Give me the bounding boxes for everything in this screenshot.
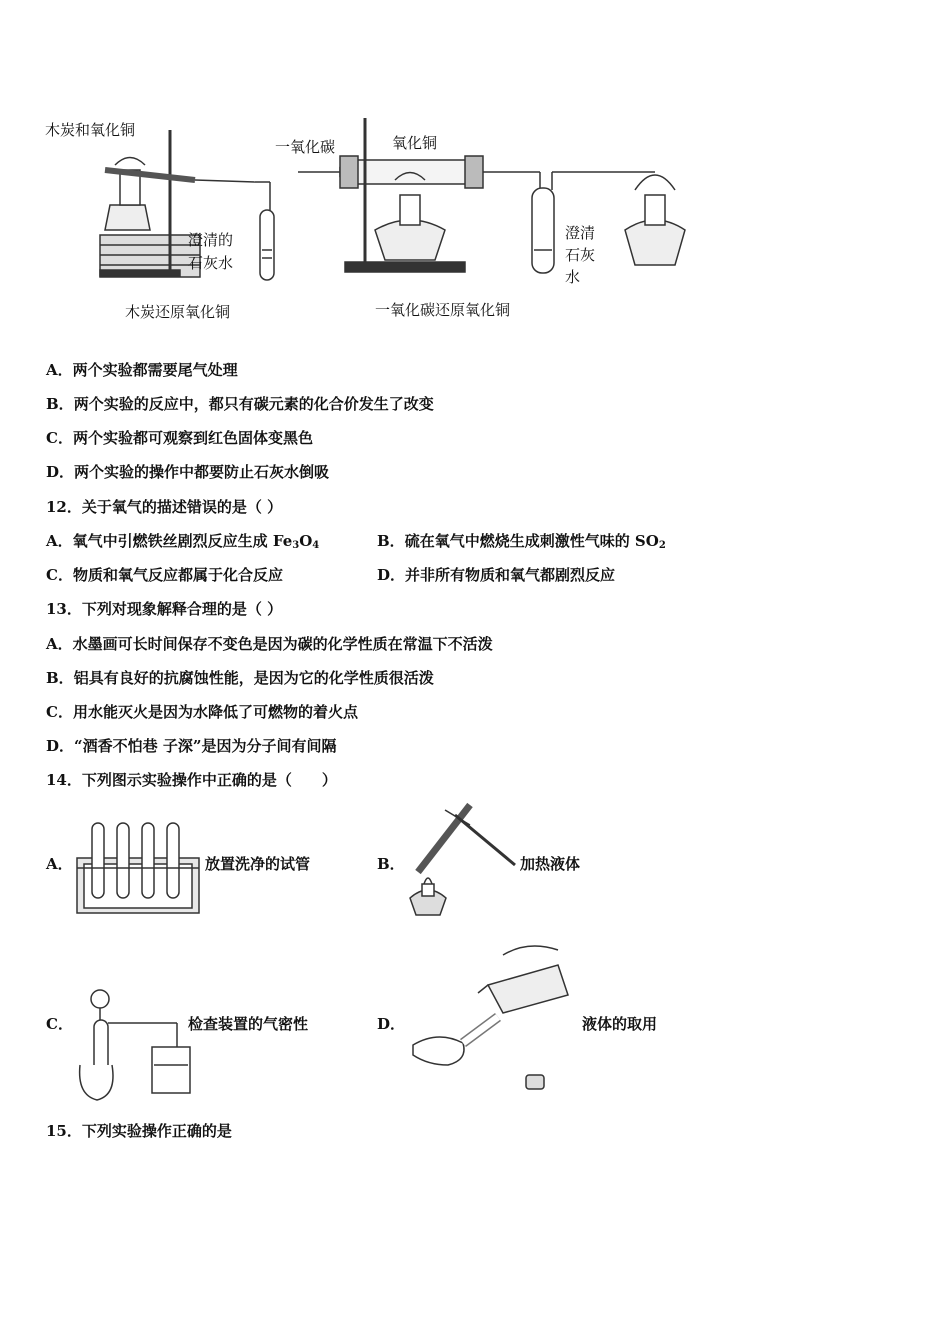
q12-stem: 12．关于氧气的描述错误的是（ ）: [46, 498, 283, 516]
q14-option-b-caption: 加热液体: [520, 855, 581, 873]
test-tube-rack-figure: [72, 818, 204, 918]
q13-stem: 13．下列对现象解释合理的是（ ）: [46, 600, 283, 618]
option-key: A．: [46, 361, 73, 379]
option-text: 铝具有良好的抗腐蚀性能，是因为它的化学性质很活泼: [73, 669, 434, 687]
option-key: B．: [46, 395, 74, 413]
q12-option-b: [377, 531, 666, 556]
label-limewater-2: 石灰水: [188, 254, 234, 272]
q14-option-c-caption: 检查装置的气密性: [188, 1015, 309, 1033]
q12-option-d: [377, 565, 615, 585]
option-text: 水墨画可长时间保存不变色是因为碳的化学性质在常温下不活泼: [72, 635, 493, 653]
label-limewater-r1: 澄清: [565, 224, 596, 242]
q11-option-c: [46, 428, 313, 448]
caption-charcoal: 木炭还原氧化铜: [125, 303, 231, 321]
option-text: 两个实验都可观察到红色固体变黑色: [72, 429, 313, 447]
label-limewater-r3: 水: [565, 268, 581, 286]
q12-option-c: [46, 565, 283, 585]
label-co: 一氧化碳: [275, 138, 336, 156]
option-key: D．: [46, 463, 75, 481]
q13-option-a: [46, 634, 493, 654]
option-key: C．: [46, 429, 73, 447]
option-text: O: [299, 532, 313, 550]
q14-option-d-caption: 液体的取用: [582, 1015, 658, 1033]
option-text: 氧气中引燃铁丝剧烈反应生成 Fe: [72, 532, 293, 550]
subscript: 4: [312, 540, 320, 551]
option-text: 物质和氧气反应都属于化合反应: [72, 566, 283, 584]
option-text: 硫在氧气中燃烧生成刺激性气味的 SO: [404, 532, 659, 550]
option-text: 两个实验的反应中，都只有碳元素的化合价发生了改变: [73, 395, 434, 413]
co-apparatus: [298, 118, 685, 273]
option-key: D．: [46, 737, 75, 755]
option-text: 两个实验的操作中都要防止石灰水倒吸: [74, 463, 330, 481]
heating-liquid-figure: [400, 800, 518, 920]
airtightness-check-figure: [72, 985, 197, 1105]
q12-option-a: [46, 531, 319, 556]
q14-option-a-key: A．: [46, 855, 73, 873]
q13-option-c: [46, 702, 358, 722]
option-text: 两个实验都需要尾气处理: [72, 361, 238, 379]
q11-option-a: [46, 360, 238, 380]
subscript: 3: [292, 540, 300, 551]
option-key: C．: [46, 703, 73, 721]
q13-option-d: [46, 736, 337, 756]
label-charcoal-cuo: 木炭和氧化铜: [45, 121, 136, 139]
q14-option-c-key: C．: [46, 1015, 73, 1033]
option-text: “酒香不怕巷 子深”是因为分子间有间隔: [74, 737, 337, 755]
label-limewater-r2: 石灰: [565, 246, 596, 264]
option-text: 并非所有物质和氧气都剧烈反应: [405, 566, 616, 584]
option-key: A．: [46, 532, 73, 550]
option-key: B．: [377, 532, 405, 550]
liquid-pouring-figure: [408, 935, 578, 1105]
option-key: D．: [377, 566, 406, 584]
q11-option-b: [46, 394, 434, 414]
option-key: B．: [46, 669, 74, 687]
option-text: 用水能灭火是因为水降低了可燃物的着火点: [72, 703, 358, 721]
q13-option-b: [46, 668, 434, 688]
label-cuo: 氧化铜: [392, 134, 438, 152]
charcoal-apparatus: [100, 130, 274, 280]
q14-stem: 14．下列图示实验操作中正确的是（ ）: [46, 771, 337, 789]
q14-option-a-caption: 放置洗净的试管: [205, 855, 311, 873]
subscript: 2: [658, 540, 666, 551]
label-limewater-1: 澄清的: [188, 231, 234, 249]
q14-option-b-key: B．: [377, 855, 405, 873]
q15-stem: 15．下列实验操作正确的是: [46, 1122, 232, 1140]
option-key: A．: [46, 635, 73, 653]
figure-carbon-reduction: [40, 110, 740, 325]
caption-co: 一氧化碳还原氧化铜: [375, 301, 511, 319]
q14-option-d-key: D．: [377, 1015, 406, 1033]
option-key: C．: [46, 566, 73, 584]
q11-option-d: [46, 462, 329, 482]
